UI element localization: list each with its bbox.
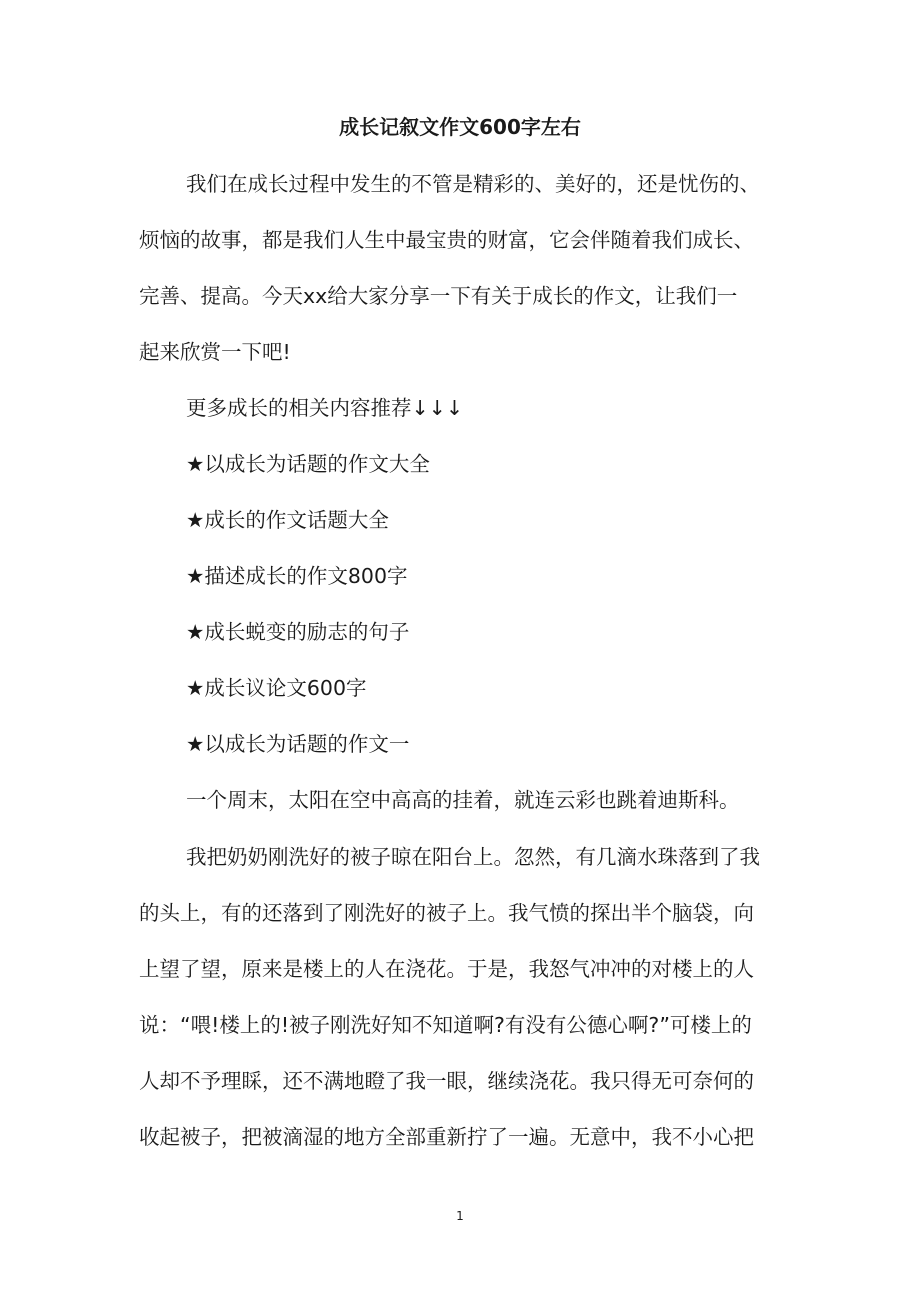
recommend-link-4[interactable]: ★成长蜕变的励志的句子 bbox=[186, 620, 410, 644]
paragraph-2-line-1: 我把奶奶刚洗好的被子晾在阳台上。忽然，有几滴水珠落到了我 bbox=[186, 845, 760, 869]
paragraph-2-line-3: 上望了望，原来是楼上的人在浇花。于是，我怒气冲冲的对楼上的人 bbox=[139, 957, 754, 981]
recommend-link-1[interactable]: ★以成长为话题的作文大全 bbox=[186, 452, 430, 476]
paragraph-2-line-4: 说：“喂!楼上的!被子刚洗好知不知道啊?有没有公德心啊?”可楼上的 bbox=[139, 1013, 752, 1037]
recommend-heading: 更多成长的相关内容推荐↓↓↓ bbox=[186, 396, 464, 420]
paragraph-1: 一个周末，太阳在空中高高的挂着，就连云彩也跳着迪斯科。 bbox=[186, 788, 740, 812]
recommend-link-3[interactable]: ★描述成长的作文800字 bbox=[186, 564, 408, 588]
paragraph-2-line-5: 人却不予理睬，还不满地瞪了我一眼，继续浇花。我只得无可奈何的 bbox=[139, 1069, 754, 1093]
page-number: 1 bbox=[456, 1209, 464, 1223]
paragraph-2-line-2: 的头上，有的还落到了刚洗好的被子上。我气愤的探出半个脑袋，向 bbox=[139, 901, 754, 925]
intro-line-4: 起来欣赏一下吧! bbox=[139, 340, 291, 364]
recommend-link-2[interactable]: ★成长的作文话题大全 bbox=[186, 508, 389, 532]
recommend-link-6[interactable]: ★以成长为话题的作文一 bbox=[186, 732, 410, 756]
recommend-link-5[interactable]: ★成长议论文600字 bbox=[186, 676, 367, 700]
intro-line-3: 完善、提高。今天xx给大家分享一下有关于成长的作文，让我们一 bbox=[139, 284, 738, 308]
intro-line-1: 我们在成长过程中发生的不管是精彩的、美好的，还是忧伤的、 bbox=[186, 172, 760, 196]
intro-line-2: 烦恼的故事，都是我们人生中最宝贵的财富，它会伴随着我们成长、 bbox=[139, 228, 754, 252]
document-title: 成长记叙文作文600字左右 bbox=[339, 115, 581, 139]
paragraph-2-line-6: 收起被子，把被滴湿的地方全部重新拧了一遍。无意中，我不小心把 bbox=[139, 1125, 754, 1149]
